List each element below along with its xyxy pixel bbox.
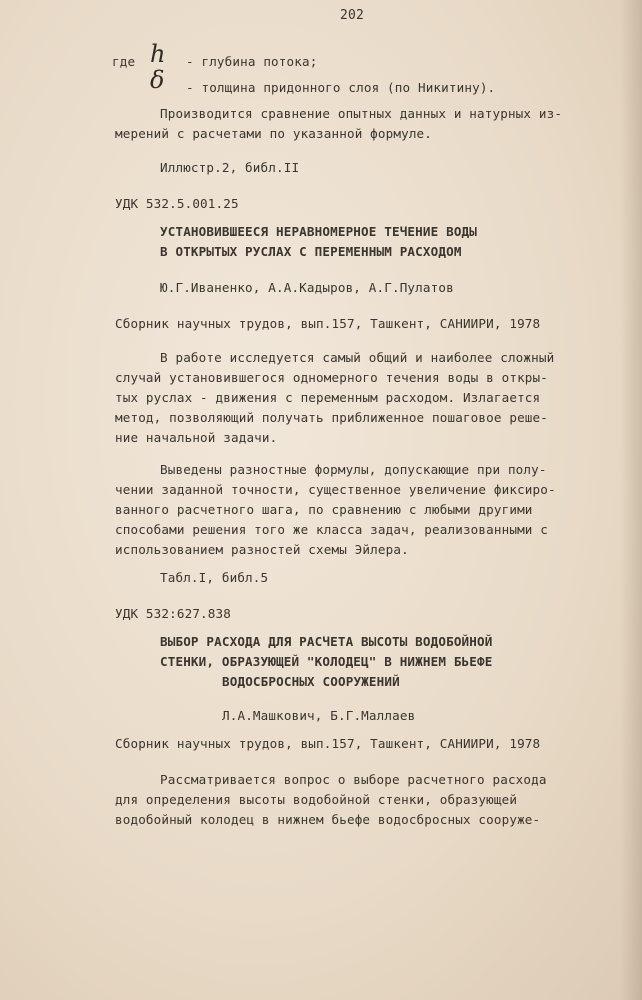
entry1-title-line-2: В ОТКРЫТЫХ РУСЛАХ С ПЕРЕМЕННЫМ РАСХОДОМ: [160, 244, 462, 259]
h-definition: - глубина потока;: [186, 54, 318, 69]
h-symbol: h: [150, 40, 166, 68]
entry1-p1-line-3: тых руслах - движения с переменным расходом. Излагается: [115, 390, 541, 405]
delta-symbol: δ: [150, 66, 165, 94]
entry2-title-line-2: СТЕНКИ, ОБРАЗУЮЩЕЙ "КОЛОДЕЦ" В НИЖНЕМ БЬЕФЕ: [160, 654, 493, 669]
entry1-p1-line-4: метод, позволяющий получать приближенное пошаговое реше-: [115, 410, 548, 425]
where-word: где: [112, 54, 136, 69]
entry1-p2-line-2: чении заданной точности, существенное увеличение фиксиро-: [115, 482, 556, 497]
entry2-title-line-3: ВОДОСБРОСНЫХ СООРУЖЕНИЙ: [222, 674, 400, 689]
entry1-source: Сборник научных трудов, вып.157, Ташкент, САНИИРИ, 1978: [115, 316, 541, 331]
entry2-p-line-2: для определения высоты водобойной стенки, образующей: [115, 792, 518, 807]
entry2-authors: Л.А.Машкович, Б.Г.Маллаев: [222, 708, 416, 723]
entry2-p-line-1: Рассматривается вопрос о выборе расчетного расхода: [160, 772, 547, 787]
illustrations-note: Иллюстр.2, библ.II: [160, 160, 300, 175]
page-number: 202: [340, 8, 364, 23]
entry1-tables-note: Табл.I, библ.5: [160, 570, 269, 585]
entry2-title-line-1: ВЫБОР РАСХОДА ДЛЯ РАСЧЕТА ВЫСОТЫ ВОДОБОЙНОЙ: [160, 634, 493, 649]
entry1-p2-line-5: использованием разностей схемы Эйлера.: [115, 542, 409, 557]
entry1-p1-line-5: ние начальной задачи.: [115, 430, 278, 445]
entry1-p2-line-4: способами решения того же класса задач, реализованными с: [115, 522, 548, 537]
binding-shadow: [620, 0, 642, 1000]
entry1-authors: Ю.Г.Иваненко, А.А.Кадыров, А.Г.Пулатов: [160, 280, 454, 295]
entry1-p2-line-1: Выведены разностные формулы, допускающие при полу-: [160, 462, 547, 477]
entry2-source: Сборник научных трудов, вып.157, Ташкент, САНИИРИ, 1978: [115, 736, 541, 751]
comparison-line-2: мерений с расчетами по указанной формуле.: [115, 126, 433, 141]
comparison-line-1: Производится сравнение опытных данных и натурных из-: [160, 106, 563, 121]
entry1-udc: УДК 532.5.001.25: [115, 196, 239, 211]
delta-definition: - толщина придонного слоя (по Никитину).: [186, 80, 496, 95]
entry2-p-line-3: водобойный колодец в нижнем бьефе водосбросных сооруже-: [115, 812, 541, 827]
entry1-p1-line-2: случай установившегося одномерного течения воды в откры-: [115, 370, 548, 385]
entry2-udc: УДК 532:627.838: [115, 606, 231, 621]
entry1-title-line-1: УСТАНОВИВШЕЕСЯ НЕРАВНОМЕРНОЕ ТЕЧЕНИЕ ВОДЫ: [160, 224, 478, 239]
entry1-p2-line-3: ванного расчетного шага, по сравнению с любыми другими: [115, 502, 533, 517]
entry1-p1-line-1: В работе исследуется самый общий и наиболее сложный: [160, 350, 555, 365]
